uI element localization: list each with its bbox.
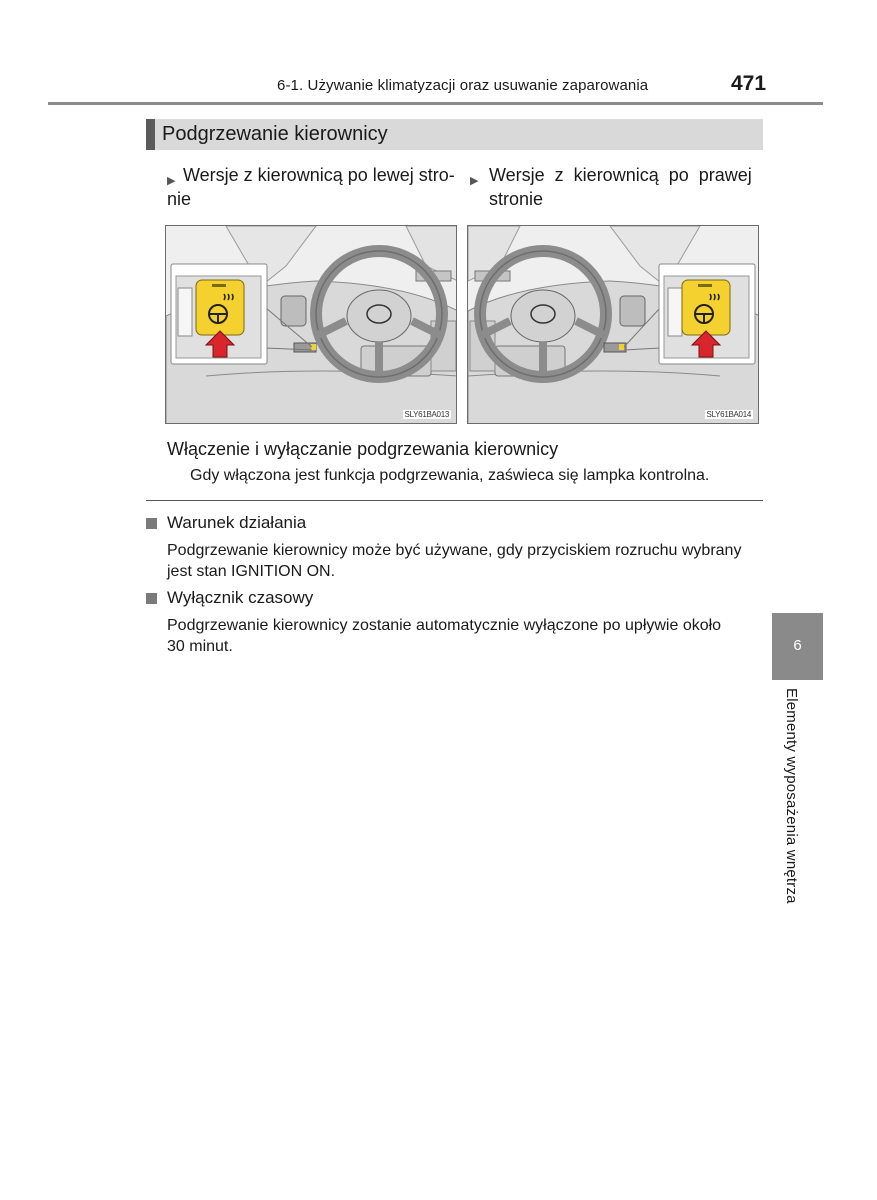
left-version-line1: Wersje z kierownicą po lewej stro- xyxy=(183,165,455,185)
running-header: 6-1. Używanie klimatyzacji oraz usuwanie zaparowania xyxy=(277,77,649,94)
condition-paragraph xyxy=(167,540,767,582)
condition-line2: jest stan IGNITION ON. xyxy=(167,563,336,580)
chapter-label: Elementy wyposażenia wnętrza xyxy=(783,688,800,904)
chapter-tab xyxy=(772,613,823,680)
illustration-caption: Włączenie i wyłączanie podgrzewania kierownicy xyxy=(167,439,559,459)
timer-paragraph xyxy=(167,615,767,657)
page-number: 471 xyxy=(731,72,767,95)
condition-line1: Podgrzewanie kierownicy może być używane, gdy przyciskiem rozruchu wybrany xyxy=(167,542,742,559)
square-bullet-icon xyxy=(146,518,157,529)
lhd-steering-illustration xyxy=(165,225,457,424)
rhd-steering-illustration xyxy=(467,225,759,424)
switch-location-marker xyxy=(619,344,624,350)
timer-heading: Wyłącznik czasowy xyxy=(167,588,314,607)
chapter-number: 6 xyxy=(793,637,802,654)
caption-description: Gdy włączona jest funkcja podgrzewania, zaświeca się lampka kontrolna. xyxy=(190,467,710,484)
square-bullet-icon xyxy=(146,593,157,604)
header-divider xyxy=(48,102,823,105)
left-version-line2: nie xyxy=(167,189,192,209)
section-title: Podgrzewanie kierownicy xyxy=(162,123,388,145)
timer-line1: Podgrzewanie kierownicy zostanie automatycznie wyłączone po upływie około xyxy=(167,617,722,634)
timer-line2: 30 minut. xyxy=(167,638,233,655)
right-version-line2: stronie xyxy=(489,189,544,209)
triangle-bullet-icon: ▶ xyxy=(470,175,479,187)
right-image-code: SLY61BA014 xyxy=(706,410,751,419)
section-title-bar xyxy=(146,119,763,150)
left-image-code: SLY61BA013 xyxy=(404,410,449,419)
condition-heading: Warunek działania xyxy=(167,513,307,532)
right-version-line1: Wersje z kierownicą po prawej xyxy=(489,165,752,185)
section-divider xyxy=(146,500,763,501)
triangle-bullet-icon: ▶ xyxy=(167,175,176,187)
title-accent xyxy=(146,119,155,150)
